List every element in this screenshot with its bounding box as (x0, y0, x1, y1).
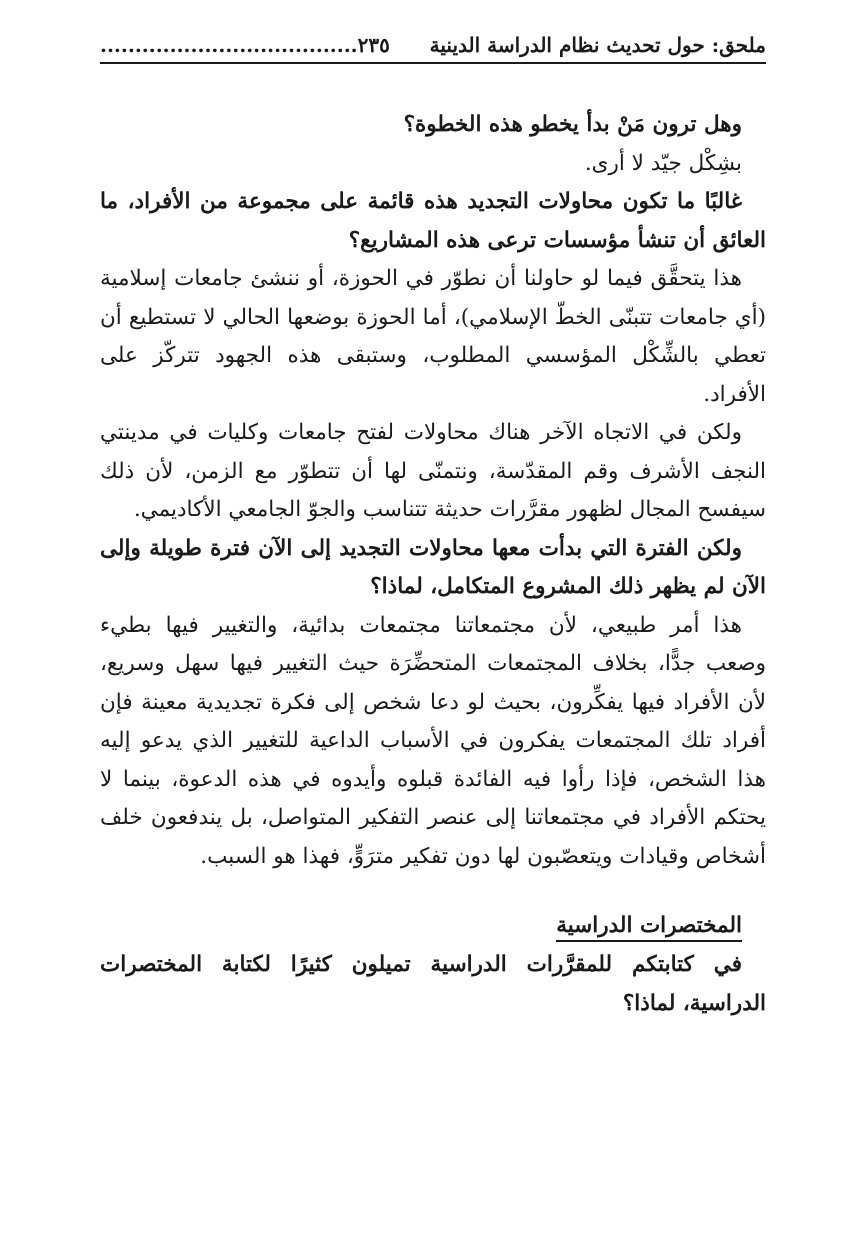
running-header (100, 30, 766, 64)
question-paragraph: ولكن الفترة التي بدأت معها محاولات التجديد إلى الآن فترة طويلة وإلى الآن لم يظهر ذلك المشروع المتكامل، لماذا؟ (100, 535, 766, 599)
question-paragraph: في كتابتكم للمقرَّرات الدراسية تميلون كثيرًا لكتابة المختصرات الدراسية، لماذا؟ (100, 952, 766, 1016)
page-body (100, 106, 766, 1023)
section-heading-text: المختصرات الدراسية (556, 913, 742, 942)
answer-paragraph: هذا أمر طبيعي، لأن مجتمعاتنا مجتمعات بدائية، والتغيير فيها بطيء وصعب جدًّا، بخلاف المجتمعات المتحضِّرَة حيث التغيير فيها سهل وسريع، لأن الأفراد فيها يفكِّرون، بحيث لو دعا شخص إلى فكرة تجديدية معينة فإن أفراد تلك المجتمعات يفكرون في الأسباب الداعية للتغيير الذي يدعو إليه هذا الشخص، فإذا رأوا فيه الفائدة قبلوه وأيدوه في هذه الدعوة، بينما لا يحتكم الأفراد في مجتمعاتنا إلى عنصر التفكير المتواصل، بل يندفعون خلف أشخاص وقيادات ويتعصّبون لها دون تفكير مترَوٍّ، فهذا هو السبب. (100, 612, 766, 869)
header-title: ملحق: حول تحديث نظام الدراسة الدينية (429, 33, 766, 57)
answer-paragraph: هذا يتحقَّق فيما لو حاولنا أن نطوّر في الحوزة، أو ننشئ جامعات إسلامية (أي جامعات تتبنّى الخطّ الإسلامي)، أما الحوزة بوضعها الحالي لا تستطيع أن تعطي بالشِّكْل المؤسسي المطلوب، وستبقى هذه الجهود تتركّز على الأفراد. (100, 266, 766, 407)
answer-paragraph: بشِكْل جيّد لا أرى. (584, 150, 742, 176)
section-heading (100, 906, 766, 946)
book-page (100, 30, 766, 1023)
answer-paragraph: ولكن في الاتجاه الآخر هناك محاولات لفتح جامعات وكليات في مدينتي النجف الأشرف وقم المقدّسة، ونتمنّى لها أن تتطوّر مع الزمن، لأن ذلك سيفسح المجال لظهور مقرَّرات حديثة تتناسب والجوّ الجامعي الأكاديمي. (100, 420, 766, 522)
question-paragraph: وهل ترون مَنْ بدأ يخطو هذه الخطوة؟ (403, 112, 742, 137)
page-number: ٢٣٥..................................... (100, 33, 390, 57)
question-paragraph: غالبًا ما تكون محاولات التجديد هذه قائمة على مجموعة من الأفراد، ما العائق أن تنشأ مؤسسات ترعى هذه المشاريع؟ (100, 189, 766, 253)
